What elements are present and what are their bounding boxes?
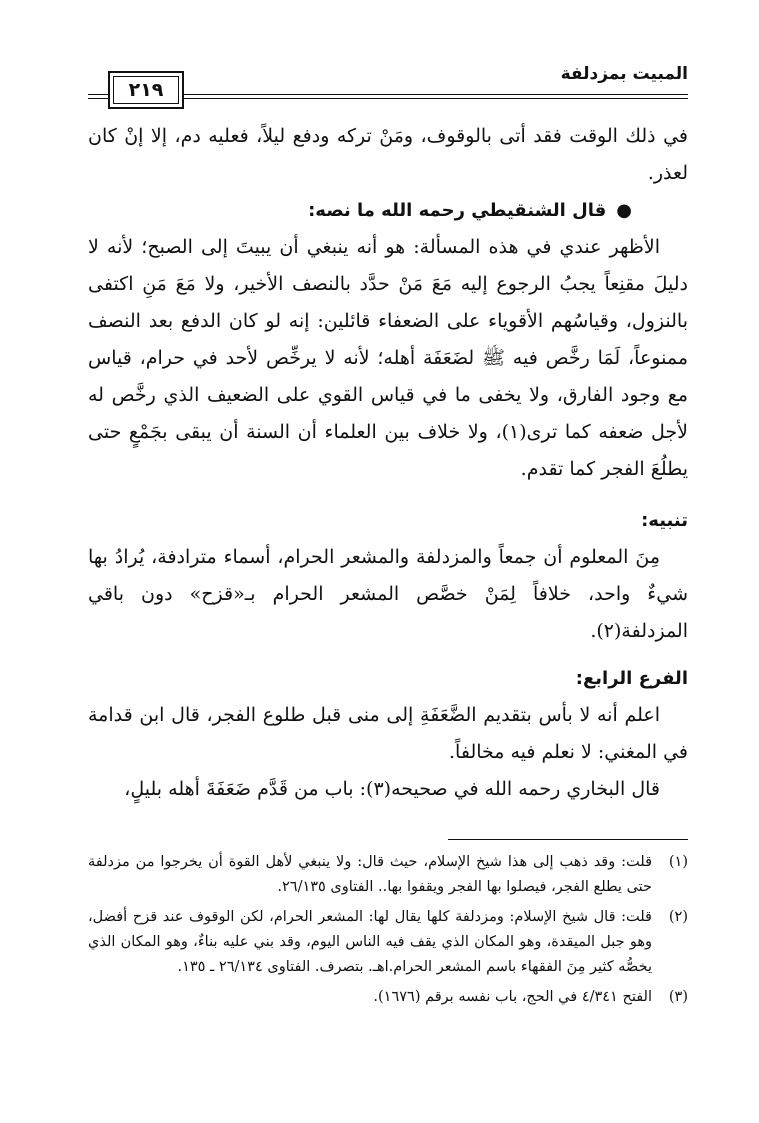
footnote-text: قلت: وقد ذهب إلى هذا شيخ الإسلام، حيث قال: ولا ينبغي لأهل القوة أن يخرجوا من مزدلفة حتى يطلع الفجر، فيصلوا بها الفجر ويقفوا بها.. الفتاوى ٢٦/١٣٥. — [88, 854, 652, 895]
heading-shinqiti-text: قال الشنقيطي رحمه الله ما نصه: — [308, 200, 607, 221]
footnote-separator — [448, 839, 688, 840]
paragraph-1: في ذلك الوقت فقد أتى بالوقوف، ومَنْ تركه ودفع ليلاً، فعليه دم، إلا إنْ كان لعذر. — [88, 125, 688, 184]
footnote — [88, 985, 688, 1010]
heading-fourth-branch: الفرع الرابع: — [575, 668, 688, 689]
footnote-number: (٣) — [668, 989, 688, 1005]
heading-note: تنبيه: — [641, 510, 688, 531]
paragraph-3: مِنَ المعلوم أن جمعاً والمزدلفة والمشعر الحرام، أسماء مترادفة، يُرادُ بها شيءٌ واحد، خلافاً لِمَنْ خصَّص المشعر الحرام بـ«قزح» دون باقي المزدلفة(٢). — [88, 546, 688, 642]
main-text — [88, 118, 688, 808]
paragraph-2: الأظهر عندي في هذه المسألة: هو أنه ينبغي أن يبيتَ إلى الصبح؛ لأنه لا دليلَ مقنِعاً يجبُ الرجوع إليه مَعَ مَنْ حدَّد بالنصف الأخير، ولا مَعَ مَنِ اكتفى بالنزول، وقياسُهم الأقوياء على الضعفاء قائلين: إنه لو كان الدفع بعد النصف ممنوعاً، لَمَا رخَّص فيه ﷺ لضَعَفَة أهله؛ لأنه لا يرخِّص لأحد في حرام، قياس مع وجود الفارق، ولا يخفى ما في قياس القوي على الضعيف الذي رخَّص له لأجل ضعفه كما ترى(١)، ولا خلاف بين العلماء أن السنة أن يبقى بجَمْعٍ حتى يطلُعَ الفجر كما تقدم. — [88, 236, 689, 480]
footnote — [88, 850, 688, 900]
bullet-icon: ● — [616, 200, 632, 221]
paragraph-4: اعلم أنه لا بأس بتقديم الضَّعَفَةِ إلى منى قبل طلوع الفجر، قال ابن قدامة في المغني: لا نعلم فيه مخالفاً. — [88, 704, 688, 763]
footnote-number: (٢) — [668, 909, 688, 925]
footnote-text: الفتح ٤/٣٤١ في الحج، باب نفسه برقم (١٦٧٦). — [373, 989, 652, 1005]
footnotes — [88, 850, 688, 1015]
paragraph-5: قال البخاري رحمه الله في صحيحه(٣): باب من قَدَّم ضَعَفَةَ أهله بليلٍ، — [124, 778, 660, 800]
page-header — [88, 62, 688, 110]
page-number: ٢١٩ — [113, 76, 179, 104]
running-title: المبيت بمزدلفة — [560, 64, 688, 84]
footnote — [88, 905, 688, 980]
spacer — [88, 650, 688, 660]
page-number-box — [108, 71, 184, 109]
footnote-number: (١) — [668, 854, 688, 870]
spacer — [88, 488, 688, 502]
footnote-text: قلت: قال شيخ الإسلام: ومزدلفة كلها يقال لها: المشعر الحرام، لكن الوقوف عند قزح أفضل، وهو جبل الميقدة، وهو المكان الذي يقف فيه الناس اليوم، وقد بني عليه بناءٌ، وهو المكان الذي يخصُّه كثير مِنَ الفقهاء باسم المشعر الحرام.اهـ. بتصرف. الفتاوى ٢٦/١٣٤ ـ ١٣٥. — [88, 909, 652, 975]
heading-shinqiti — [88, 192, 688, 229]
